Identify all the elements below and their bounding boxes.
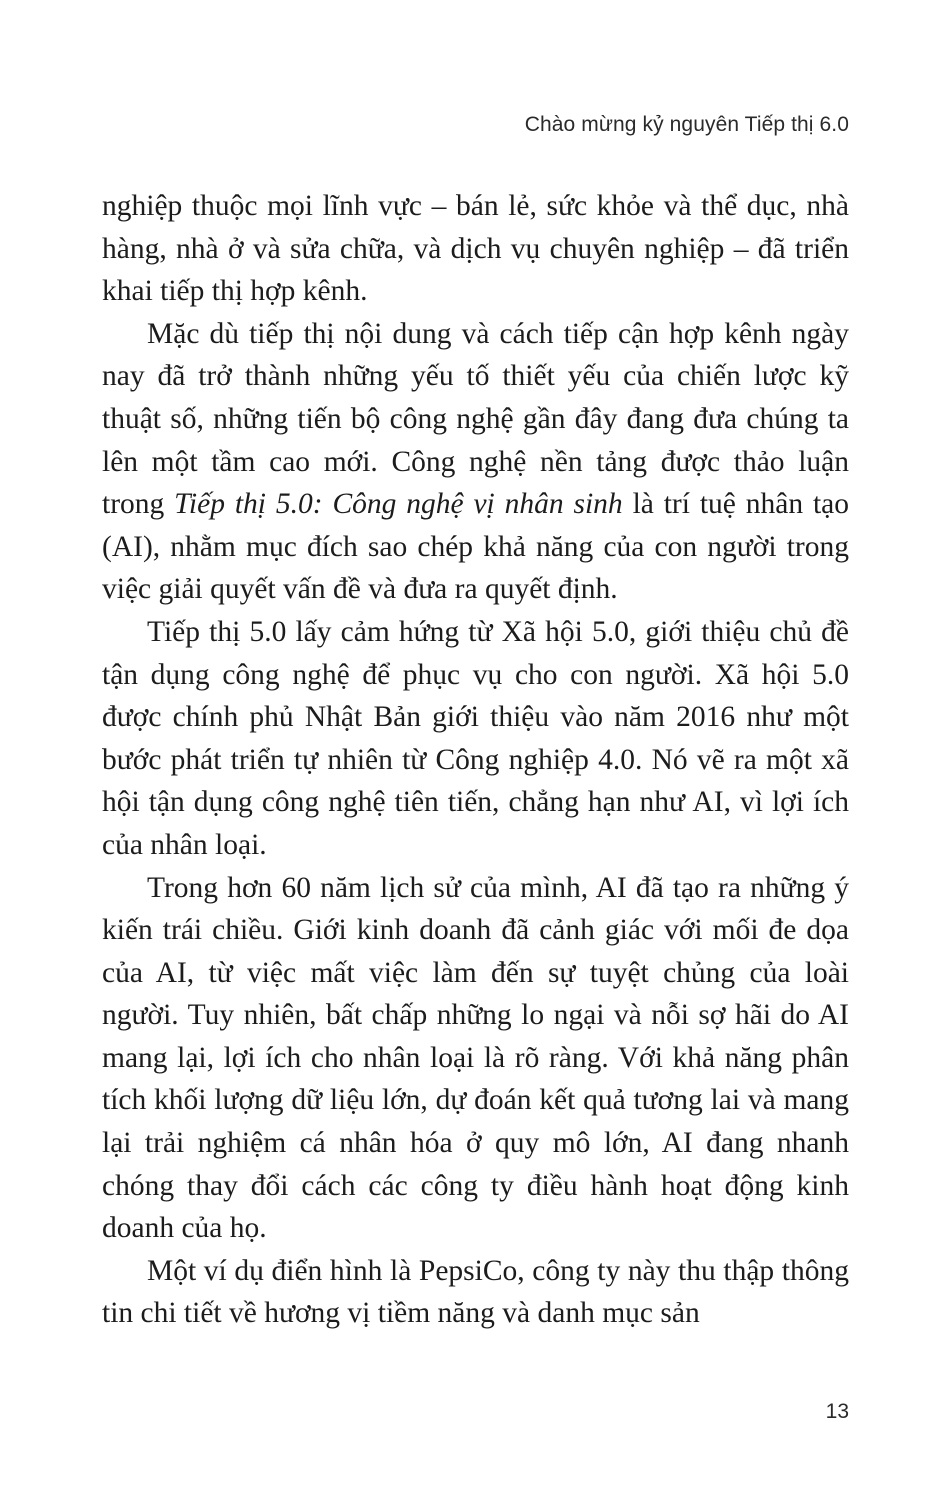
body-text	[102, 185, 849, 1335]
paragraph-ai-intro-end: là trí tuệ nhân tạo (AI), nhằm mục đích sao chép khả năng của con người trong việc giải quyết vấn đề và đưa ra quyết định.	[102, 488, 849, 606]
paragraph-ai-intro	[102, 313, 849, 611]
running-header: Chào mừng kỷ nguyên Tiếp thị 6.0	[524, 113, 849, 136]
paragraph-pepsico: Một ví dụ điển hình là PepsiCo, công ty này thu thập thông tin chi tiết về hương vị tiềm năng và danh mục sản	[102, 1254, 849, 1330]
paragraph-ai-history: Trong hơn 60 năm lịch sử của mình, AI đã tạo ra những ý kiến trái chiều. Giới kinh doanh đã cảnh giác với mối đe dọa của AI, từ việc mất việc làm đến sự tuyệt chủng của loài người. Tuy nhiên, bất chấp những lo ngại và nỗi sợ hãi do AI mang lại, lợi ích cho nhân loại là rõ ràng. Với khả năng phân tích khối lượng dữ liệu lớn, dự đoán kết quả tương lai và mang lại trải nghiệm cá nhân hóa ở quy mô lớn, AI đang nhanh chóng thay đổi cách các công ty điều hành hoạt động kinh doanh của họ.	[102, 871, 849, 1245]
book-title-italic: Tiếp thị 5.0: Công nghệ vị nhân sinh	[174, 488, 623, 521]
paragraph-continuation: nghiệp thuộc mọi lĩnh vực – bán lẻ, sức khỏe và thể dục, nhà hàng, nhà ở và sửa chữa, và dịch vụ chuyên nghiệp – đã triển khai tiếp thị hợp kênh.	[102, 190, 849, 308]
paragraph-society-5: Tiếp thị 5.0 lấy cảm hứng từ Xã hội 5.0, giới thiệu chủ đề tận dụng công nghệ để phục vụ cho con người. Xã hội 5.0 được chính phủ Nhật Bản giới thiệu vào năm 2016 như một bước phát triển tự nhiên từ Công nghiệp 4.0. Nó vẽ ra một xã hội tận dụng công nghệ tiên tiến, chẳng hạn như AI, vì lợi ích của nhân loại.	[102, 615, 849, 861]
page-number: 13	[825, 1400, 849, 1423]
paragraph-ai-intro-start: Mặc dù tiếp thị nội dung và cách tiếp cận hợp kênh ngày nay đã trở thành những yếu tố thiết yếu của chiến lược kỹ thuật số, những tiến bộ công nghệ gần đây đang đưa chúng ta lên một tầm cao mới. Công nghệ nền tảng được thảo luận trong	[102, 317, 849, 521]
